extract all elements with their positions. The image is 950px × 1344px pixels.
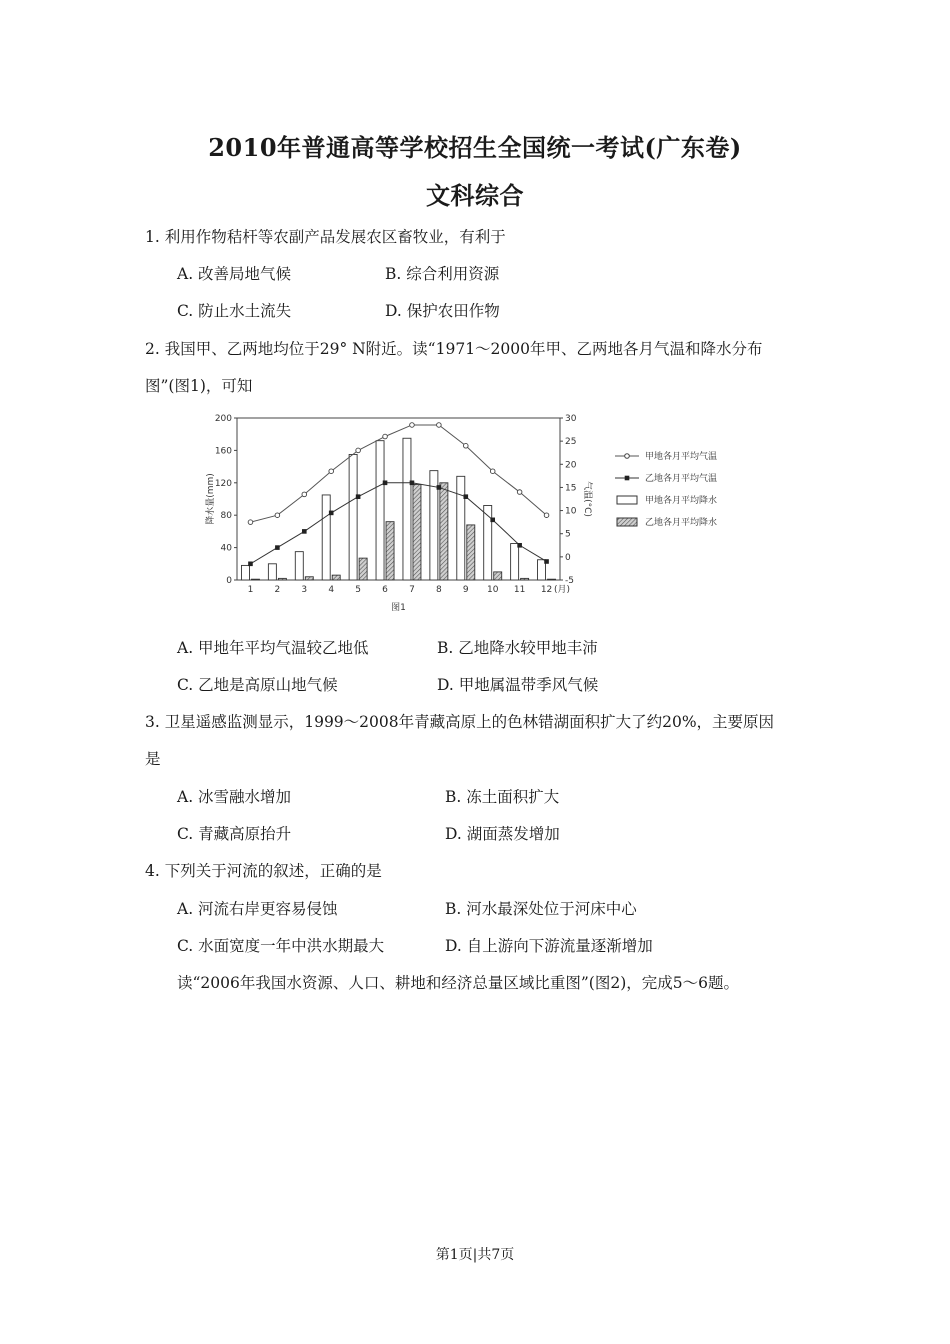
point-yi-temperature <box>463 494 468 499</box>
right-axis-tick-label: 30 <box>565 414 577 424</box>
figure-caption: 图1 <box>391 603 406 613</box>
question-4-option-c: C. 水面宽度一年中洪水期最大 <box>177 937 385 955</box>
question-2-option-d: D. 甲地属温带季风气候 <box>437 676 599 694</box>
question-3-option-a: A. 冰雪融水增加 <box>177 788 292 806</box>
right-axis-tick-label: 5 <box>565 529 571 540</box>
question-4-option-d: D. 自上游向下游流量逐渐增加 <box>445 937 653 955</box>
bar-jia-precipitation <box>241 565 249 580</box>
point-yi-temperature <box>437 485 442 490</box>
legend-marker-jia-temperature <box>625 454 630 459</box>
bar-yi-precipitation <box>278 578 286 580</box>
x-axis-tick-label: 11 <box>513 585 526 595</box>
point-yi-temperature <box>329 511 334 516</box>
x-axis-tick-label: 4 <box>328 585 335 595</box>
question-1-option-d: D. 保护农田作物 <box>385 302 500 320</box>
legend-marker-yi-temperature <box>625 476 630 481</box>
legend-label-jia-precipitation: 甲地各月平均降水 <box>645 496 718 506</box>
point-jia-temperature <box>356 448 361 453</box>
point-jia-temperature <box>544 513 549 518</box>
question-1-option-a: A. 改善局地气候 <box>177 265 292 283</box>
question-4-stem: 4. 下列关于河流的叙述，正确的是 <box>145 862 382 880</box>
question-3-option-b: B. 冻土面积扩大 <box>445 788 560 806</box>
question-2-option-a: A. 甲地年平均气温较乙地低 <box>177 639 369 657</box>
bar-jia-precipitation <box>457 476 465 580</box>
point-jia-temperature <box>463 443 468 448</box>
right-axis-tick-label: 15 <box>565 483 577 494</box>
x-axis-tick-label: 10 <box>486 585 499 595</box>
point-jia-temperature <box>275 513 280 518</box>
point-yi-temperature <box>544 559 549 564</box>
bar-yi-precipitation <box>494 572 502 580</box>
question-3-stem-line2: 是 <box>145 750 161 768</box>
question-3-stem-line1: 3. 卫星遥感监测显示，1999～2008年青藏高原上的色林错湖面积扩大了约20%，主要原因 <box>145 713 775 731</box>
question-4-option-a: A. 河流右岸更容易侵蚀 <box>177 900 338 918</box>
exam-title: 2010年普通高等学校招生全国统一考试(广东卷) <box>208 133 742 162</box>
x-axis-tick-label: 7 <box>409 585 415 595</box>
question-1-option-c: C. 防止水土流失 <box>177 302 292 320</box>
legend-swatch-jia-precipitation <box>617 496 637 504</box>
x-axis-tick-label: 3 <box>301 585 308 595</box>
right-axis-tick-label: 20 <box>565 460 577 471</box>
bar-jia-precipitation <box>484 505 492 580</box>
point-jia-temperature <box>437 423 442 428</box>
right-axis-tick-label: 25 <box>565 437 577 448</box>
legend-label-jia-temperature: 甲地各月平均气温 <box>645 452 718 462</box>
right-axis-tick-label: -5 <box>565 576 574 586</box>
bar-jia-precipitation <box>403 438 411 580</box>
x-axis-tick-label: 1 <box>247 585 254 595</box>
point-jia-temperature <box>517 490 522 495</box>
left-axis-tick-label: 120 <box>214 478 232 489</box>
bar-jia-precipitation <box>349 454 357 580</box>
bar-yi-precipitation <box>548 579 556 580</box>
left-axis-label: 降水量(mm) <box>206 473 216 525</box>
point-yi-temperature <box>248 562 253 567</box>
question-3-option-c: C. 青藏高原抬升 <box>177 825 292 843</box>
point-yi-temperature <box>275 545 280 550</box>
legend-label-yi-precipitation: 乙地各月平均降水 <box>645 518 718 528</box>
bar-jia-precipitation <box>322 495 330 580</box>
point-jia-temperature <box>248 520 253 525</box>
point-jia-temperature <box>329 469 334 474</box>
figure-1-climate-chart <box>205 406 745 626</box>
point-yi-temperature <box>490 518 495 523</box>
point-yi-temperature <box>302 529 307 534</box>
bar-yi-precipitation <box>305 577 313 580</box>
question-2-stem-line2: 图”(图1)，可知 <box>145 377 253 395</box>
bar-jia-precipitation <box>511 544 519 580</box>
point-yi-temperature <box>356 494 361 499</box>
x-axis-tick-label: 2 <box>274 585 281 595</box>
question-2-option-c: C. 乙地是高原山地气候 <box>177 676 338 694</box>
exam-subtitle: 文科综合 <box>426 181 524 210</box>
legend-swatch-yi-precipitation <box>617 518 637 526</box>
bar-yi-precipitation <box>521 578 529 580</box>
page-footer: 第1页|共7页 <box>435 1247 515 1263</box>
point-jia-temperature <box>410 423 415 428</box>
bar-yi-precipitation <box>251 579 259 580</box>
bar-yi-precipitation <box>359 558 367 580</box>
bar-yi-precipitation <box>413 484 421 580</box>
intro-questions-5-6: 读“2006年我国水资源、人口、耕地和经济总量区域比重图”(图2)，完成5～6题。 <box>177 974 739 992</box>
bar-jia-precipitation <box>295 552 303 580</box>
legend-label-yi-temperature: 乙地各月平均气温 <box>645 474 718 484</box>
question-4-option-b: B. 河水最深处位于河床中心 <box>445 900 637 918</box>
bar-jia-precipitation <box>376 441 384 580</box>
bar-yi-precipitation <box>467 525 475 580</box>
bar-yi-precipitation <box>386 522 394 580</box>
point-jia-temperature <box>490 469 495 474</box>
question-2-stem-line1: 2. 我国甲、乙两地均位于29° N附近。读“1971～2000年甲、乙两地各月气温和降水分布 <box>145 340 763 358</box>
bar-yi-precipitation <box>332 575 340 580</box>
left-axis-tick-label: 200 <box>214 414 232 424</box>
bar-yi-precipitation <box>440 483 448 580</box>
right-axis-label: 气温(°C) <box>582 481 592 517</box>
question-1-option-b: B. 综合利用资源 <box>385 265 500 283</box>
point-jia-temperature <box>383 434 388 439</box>
left-axis-tick-label: 40 <box>220 543 232 554</box>
point-jia-temperature <box>302 492 307 497</box>
left-axis-tick-label: 160 <box>214 446 232 457</box>
question-2-option-b: B. 乙地降水较甲地丰沛 <box>437 639 598 657</box>
right-axis-tick-label: 10 <box>565 506 577 517</box>
point-yi-temperature <box>517 543 522 548</box>
x-axis-tick-label: 9 <box>462 585 469 595</box>
question-3-option-d: D. 湖面蒸发增加 <box>445 825 560 843</box>
x-axis-tick-label: 6 <box>382 585 388 595</box>
x-axis-unit: (月) <box>554 585 571 595</box>
x-axis-tick-label: 8 <box>436 585 442 595</box>
x-axis-tick-label: 5 <box>355 585 361 595</box>
left-axis-tick-label: 0 <box>226 576 232 586</box>
left-axis-tick-label: 80 <box>220 511 232 522</box>
bar-jia-precipitation <box>268 564 276 580</box>
point-yi-temperature <box>410 481 415 486</box>
x-axis-tick-label: 12 <box>540 585 553 595</box>
line-jia-temperature <box>250 425 546 522</box>
question-1-stem: 1. 利用作物秸杆等农副产品发展农区畜牧业，有利于 <box>145 228 506 246</box>
point-yi-temperature <box>383 481 388 486</box>
right-axis-tick-label: 0 <box>565 552 571 563</box>
